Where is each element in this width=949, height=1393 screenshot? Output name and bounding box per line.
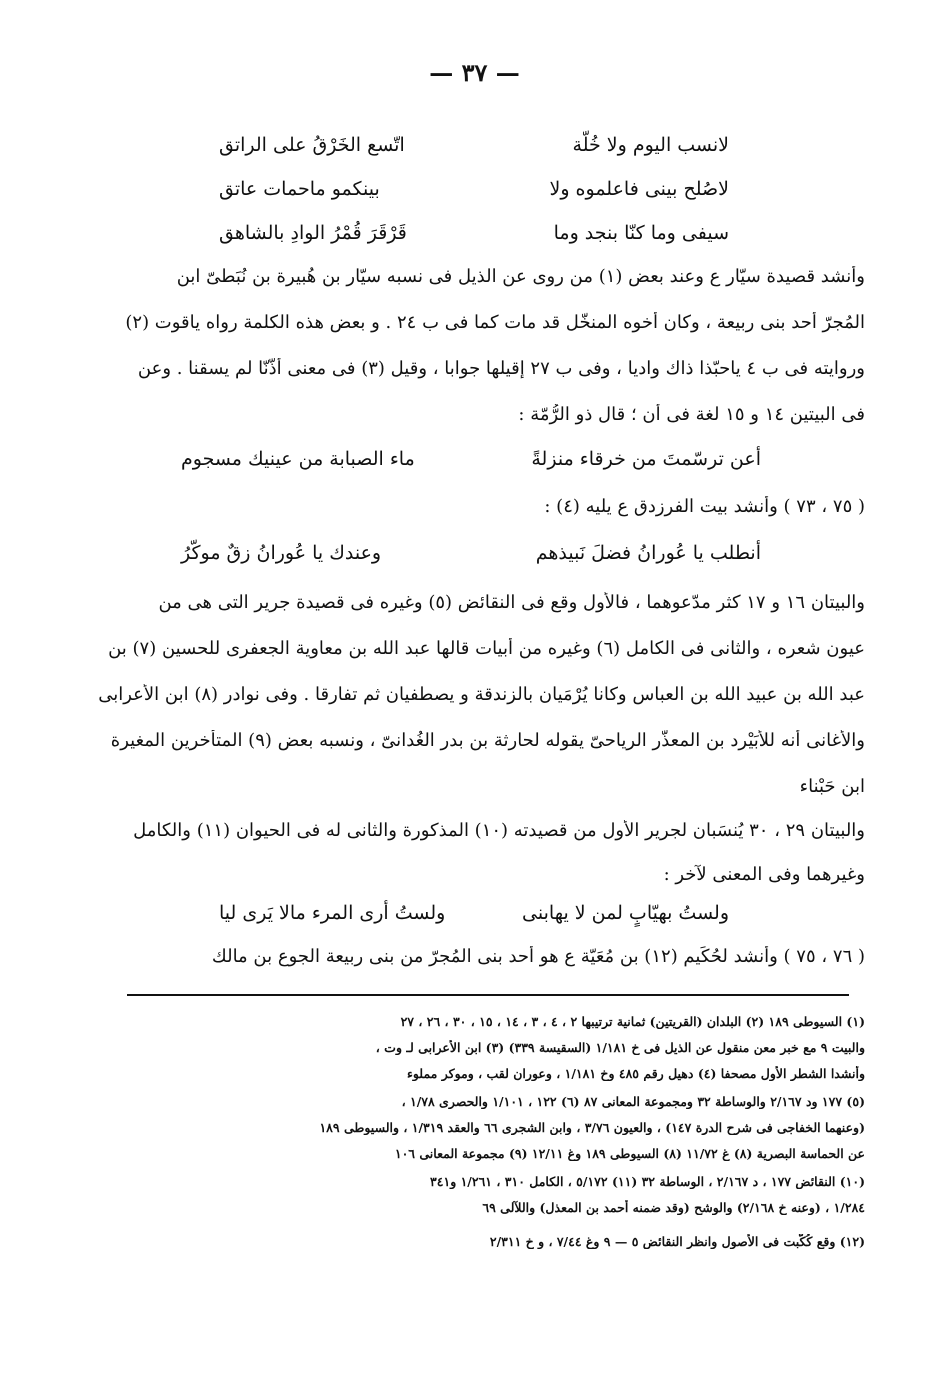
page-number: — ٣٧ — [429, 58, 520, 87]
text-line: ابن حَبْناء [799, 776, 865, 797]
footnote-line: وأنشدا الشطر الأول مصحفا (٤) دهيل رقم ٤٨٥ وخ ١/١٨١ ، وعوران لقب ، وموكر مملوء [406, 1066, 865, 1081]
text-line: والبيتان ٢٩ ، ٣٠ يُنسَبان لجرير الأول من قصيدته (١٠) المذكورة والثانى له فى الحيوان (١١) والكامل [133, 820, 865, 841]
verse-hemistich-first: أعن ترسّمتَ من خرقاء منزلةً [531, 448, 761, 470]
text-line: وغيرهما وفى المعنى لآخر : [663, 864, 865, 885]
verse-hemistich-first: ولستُ بهيّابٍ لمن لا يهابنى [522, 902, 729, 924]
verse-2 [219, 172, 729, 212]
text-line: فى البيتين ١٤ و ١٥ لغة فى أن ؛ قال ذو الرُّمّة : [518, 404, 865, 425]
text-line: عبد الله بن عبيد الله بن العباس وكانا يُرْمَيان بالزندقة و يصطفيان ثم تفارقا . وفى نوادر (٨) ابن الأعرابى [98, 684, 865, 705]
verse-dhu-al-rumma [181, 442, 761, 482]
verse-farazdaq [181, 536, 761, 576]
footnote-line: (١٠) النقائض ١٧٧ ، د ٢/١٦٧ ، الوساطة ٣٢ (١١) ٥/١٧٢ ، الكامل ٣١٠ ، ١/٢٦١ و٣٤١ [430, 1174, 865, 1189]
verse-3 [219, 216, 729, 256]
verse-hemistich-second: قَرْقَرَ قُمْرُ الوادِ بالشاهق [219, 222, 407, 244]
verse-1 [219, 128, 729, 168]
text-line: ( ٧٥ ، ٧٣ ) وأنشد بيت الفرزدق ع يليه (٤) : [544, 496, 865, 517]
footnote-line: (وعنهما الخفاجى فى شرح الدرة ١٤٧) ، والعيون ٣/٧٦ ، وابن الشجرى ٦٦ والعقد ١/٣١٩ ، والسيوطى ١٨٩ [319, 1120, 865, 1135]
verse-hemistich-second: ولستُ أرى المرء مالا يَرى ليا [219, 902, 446, 924]
text-line: وروايته فى ب ٤ ياحبّذا ذاك واديا ، وفى ب ٢٧ إقيلها جوابا ، وقيل (٣) فى معنى أُذّنّا لم يسقنا . وعن [137, 358, 865, 379]
verse-hemistich-second: اتّسع الخَرْقُ على الراتق [219, 134, 405, 156]
footnote-line: (٥) ١٧٧ ود ٢/١٦٧ والوساطة ٣٢ ومجموعة المعانى ٨٧ (٦) ١٢٢ ، ١/١٠١ والحصرى ١/٧٨ ، [401, 1094, 865, 1109]
verse-hemistich-first: سيفى وما كنّا بنجد وما [553, 222, 729, 244]
footnote-line: والبيت ٩ مع خبر معن منقول عن الذيل فى خ ١/١٨١ (السقيسة ٣٣٩) (٣) ابن الأعرابى لـ وت ، [375, 1040, 865, 1055]
verse-hemistich-first: أنطلب يا عُورانُ فضلَ نَبيذهم [535, 542, 761, 564]
text-line: وأنشد قصيدة سيّار ع وعند بعض (١) من روى عن الذيل فى نسبه سيّار بن هُبيرة بن نُبَطىّ ابن [176, 266, 865, 287]
verse-hemistich-second: وعندك يا عُورانُ زقٌ موكّرُ [181, 542, 382, 564]
verse-hemistich-second: ماء الصبابة من عينيك مسجوم [181, 448, 415, 470]
verse-hemistich-first: لانسب اليوم ولا خُلّة [572, 134, 729, 156]
text-line: ( ٧٦ ، ٧٥ ) وأنشد لحُكَيم (١٢) بن مُعَيّة ع هو أحد بنى المُجرّ من بنى ربيعة الجوع بن مالك [211, 946, 865, 967]
text-line: والبيتان ١٦ و ١٧ كثر مدّعوهما ، فالأول وقع فى النقائض (٥) وغيره فى قصيدة جرير التى هى من [158, 592, 865, 613]
footnote-divider [127, 994, 849, 996]
verse-hemistich-second: بينكمو ماحمات عاتق [219, 178, 380, 200]
verse-anonymous [219, 896, 729, 936]
footnote-line: (١٢) وقع كُكّبت فى الأصول وانظر النقائض ٥ — ٩ وغ ٧/٤٤ ، و خ ٢/٣١١ [489, 1234, 865, 1249]
verse-hemistich-first: لاصُلح بينى فاعلموه ولا [549, 178, 729, 200]
text-line: والأغانى أنه للأُبَيْرِد بن المعذّر الرياحىّ يقوله لحارثة بن بدر الغُدانىّ ، ونسبه بعض (٩) المتأخرين المغيرة [110, 730, 865, 751]
text-line: عيون شعره ، والثانى فى الكامل (٦) وغيره من أبيات قالها عبد الله بن معاوية الجعفرى للحسين (٧) بن [108, 638, 865, 659]
text-line: المُجرّ أحد بنى ربيعة ، وكان أخوه المنخّل قد مات كما فى ب ٢٤ . و بعض هذه الكلمة رواه ياقوت (٢) [125, 312, 865, 333]
footnote-line: (١) السيوطى ١٨٩ (٢) البلدان (القريتين) ثمانية ترتيبها ٢ ، ٤ ، ٣ ، ١٤ ، ١٥ ، ٣٠ ، ٢٦ ، ٢٧ [400, 1014, 865, 1029]
footnote-line: عن الحماسة البصرية (٨) غ ١١/٧٢ (٨) السيوطى ١٨٩ وغ ١٢/١١ (٩) مجموعة المعانى ١٠٦ [394, 1146, 865, 1161]
footnote-line: ١/٢٨٤ ، (وعنه خ ٢/١٦٨) والوشح (وقد ضمنه أحمد بن المعذل) واللآلى ٦٩ [482, 1200, 865, 1215]
